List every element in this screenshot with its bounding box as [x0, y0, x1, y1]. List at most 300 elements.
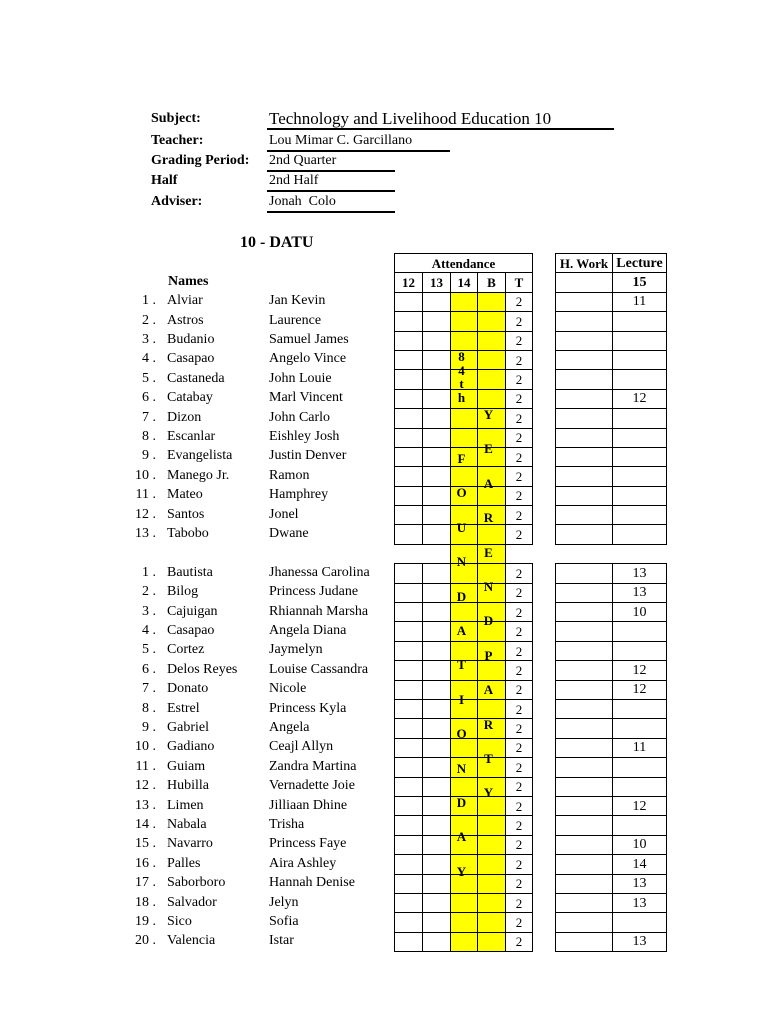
attendance-cell[interactable] [423, 622, 451, 641]
attendance-cell[interactable] [423, 661, 451, 680]
attendance-cell[interactable] [395, 622, 423, 641]
score-row [556, 855, 667, 874]
hwork-cell[interactable] [556, 699, 613, 718]
row-number: 9 . [142, 448, 156, 464]
attendance-cell[interactable] [395, 583, 423, 602]
hwork-cell[interactable] [556, 816, 613, 835]
last-name: Limen [167, 797, 204, 813]
attendance-cell[interactable] [423, 738, 451, 757]
last-name: Salvador [167, 894, 217, 910]
highlight-cell[interactable] [451, 893, 478, 912]
row-number: 3 . [142, 603, 156, 619]
total-cell[interactable]: 2 [506, 893, 533, 912]
attendance-cell[interactable] [395, 447, 423, 466]
lecture-cell[interactable]: 12 [613, 796, 667, 815]
lecture-cell[interactable]: 12 [613, 389, 667, 408]
first-name: Marl Vincent [269, 390, 343, 406]
hwork-cell[interactable] [556, 506, 613, 525]
attendance-cell[interactable] [395, 525, 423, 544]
last-name: Guiam [167, 758, 206, 774]
last-name: Hubilla [167, 778, 209, 794]
first-name: John Louie [269, 370, 332, 386]
grading-period-value: 2nd Quarter [269, 153, 337, 168]
total-cell[interactable]: 2 [506, 603, 533, 622]
total-cell[interactable]: 2 [506, 525, 533, 544]
lecture-cell[interactable] [613, 467, 667, 486]
lecture-cell[interactable]: 12 [613, 680, 667, 699]
hwork-cell[interactable] [556, 641, 613, 660]
attendance-cell[interactable] [423, 331, 451, 350]
attendance-row [395, 312, 533, 331]
attendance-cell[interactable] [423, 699, 451, 718]
row-number: 1 . [142, 293, 156, 309]
last-name: Cortez [167, 642, 205, 658]
total-cell[interactable]: 2 [506, 292, 533, 311]
lecture-cell[interactable]: 11 [613, 738, 667, 757]
hwork-cell[interactable] [556, 738, 613, 757]
lecture-cell[interactable] [613, 312, 667, 331]
hwork-cell[interactable] [556, 932, 613, 951]
total-cell[interactable]: 2 [506, 409, 533, 428]
total-cell[interactable]: 2 [506, 312, 533, 331]
last-name: Tabobo [167, 526, 209, 541]
highlight-cell[interactable] [451, 292, 478, 311]
row-number: 8 . [142, 700, 156, 716]
attendance-cell[interactable] [395, 389, 423, 408]
last-name: Casapao [167, 351, 215, 367]
score-row [556, 447, 667, 466]
attendance-cell[interactable] [395, 816, 423, 835]
hwork-cell[interactable] [556, 661, 613, 680]
row-number: 13 . [135, 797, 156, 813]
first-name: Eishley Josh [269, 429, 340, 444]
total-cell[interactable]: 2 [506, 699, 533, 718]
row-number: 1 . [142, 564, 156, 580]
attendance-cell[interactable] [395, 855, 423, 874]
attendance-cell[interactable] [395, 932, 423, 951]
hwork-cell[interactable] [556, 855, 613, 874]
lecture-cell[interactable] [613, 622, 667, 641]
score-row [556, 467, 667, 486]
total-cell[interactable]: 2 [506, 622, 533, 641]
lecture-cell[interactable]: 13 [613, 893, 667, 912]
vertical-letter: U [456, 519, 467, 535]
hwork-cell[interactable] [556, 409, 613, 428]
lecture-cell[interactable]: 13 [613, 932, 667, 951]
attendance-cell[interactable] [423, 370, 451, 389]
teacher-underline [267, 150, 450, 152]
lecture-cell[interactable] [613, 370, 667, 389]
attendance-cell[interactable] [395, 486, 423, 505]
hwork-cell[interactable] [556, 603, 613, 622]
teacher-label: Teacher: [151, 133, 204, 148]
hwork-header: H. Work [556, 254, 613, 273]
vertical-letter: A [483, 475, 494, 491]
score-row [556, 350, 667, 369]
hwork-cell[interactable] [556, 331, 613, 350]
total-cell[interactable]: 2 [506, 758, 533, 777]
hwork-cell[interactable] [556, 777, 613, 796]
total-cell[interactable]: 2 [506, 874, 533, 893]
total-cell[interactable]: 2 [506, 816, 533, 835]
hwork-cell[interactable] [556, 796, 613, 815]
score-row [556, 603, 667, 622]
total-cell[interactable]: 2 [506, 428, 533, 447]
highlight-cell[interactable] [478, 932, 506, 951]
score-row [556, 564, 667, 583]
lecture-cell[interactable]: 10 [613, 835, 667, 854]
row-number: 20 . [135, 933, 156, 949]
vertical-letter: E [484, 441, 493, 457]
attendance-cell[interactable] [395, 428, 423, 447]
last-name: Bautista [167, 564, 213, 580]
first-name: Jaymelyn [269, 642, 323, 658]
first-name: Zandra Martina [269, 758, 357, 774]
hwork-cell[interactable] [556, 447, 613, 466]
last-name: Dizon [167, 409, 202, 425]
total-cell[interactable]: 2 [506, 447, 533, 466]
total-cell[interactable]: 2 [506, 913, 533, 932]
teacher-value: Lou Mimar C. Garcillano [269, 133, 413, 148]
hwork-cell[interactable] [556, 893, 613, 912]
attendance-row [395, 428, 533, 447]
first-name: Ceajl Allyn [269, 739, 334, 755]
attendance-cell[interactable] [423, 312, 451, 331]
hwork-cell[interactable] [556, 312, 613, 331]
attendance-cell[interactable] [423, 428, 451, 447]
row-number: 9 . [142, 720, 156, 735]
attendance-row [395, 467, 533, 486]
attendance-cell[interactable] [423, 932, 451, 951]
total-cell[interactable]: 2 [506, 467, 533, 486]
lecture-cell[interactable] [613, 758, 667, 777]
total-cell[interactable]: 2 [506, 389, 533, 408]
attendance-cell[interactable] [395, 680, 423, 699]
lecture-cell[interactable] [613, 331, 667, 350]
total-cell[interactable]: 2 [506, 738, 533, 757]
highlight-cell[interactable] [451, 467, 478, 486]
hwork-cell[interactable] [556, 292, 613, 311]
highlight-cell[interactable] [478, 835, 506, 854]
vertical-letter: Y [456, 863, 467, 879]
attendance-col-header: 14 [451, 273, 478, 292]
attendance-cell[interactable] [395, 874, 423, 893]
total-cell[interactable]: 2 [506, 370, 533, 389]
subject-label: Subject: [151, 111, 201, 126]
last-name: Castaneda [167, 370, 225, 386]
hwork-cell[interactable] [556, 525, 613, 544]
lecture-cell[interactable] [613, 525, 667, 544]
score-row [556, 486, 667, 505]
last-name: Gabriel [167, 720, 209, 735]
first-name: Jonel [269, 506, 299, 522]
lecture-cell[interactable]: 13 [613, 564, 667, 583]
score-row [556, 622, 667, 641]
attendance-cell[interactable] [423, 874, 451, 893]
attendance-cell[interactable] [423, 796, 451, 815]
vertical-letter: 4 [458, 362, 465, 378]
lecture-cell[interactable] [613, 699, 667, 718]
attendance-cell[interactable] [423, 816, 451, 835]
lecture-cell[interactable]: 12 [613, 661, 667, 680]
total-cell[interactable]: 2 [506, 719, 533, 738]
attendance-cell[interactable] [395, 835, 423, 854]
score-row [556, 777, 667, 796]
attendance-cell[interactable] [395, 312, 423, 331]
vertical-letter: N [483, 579, 494, 594]
last-name: Evangelista [167, 448, 233, 464]
attendance-cell[interactable] [423, 855, 451, 874]
attendance-cell[interactable] [423, 758, 451, 777]
highlight-cell[interactable] [478, 893, 506, 912]
attendance-cell[interactable] [395, 331, 423, 350]
attendance-cell[interactable] [423, 467, 451, 486]
lecture-cell[interactable] [613, 913, 667, 932]
last-name: Mateo [167, 487, 203, 503]
lecture-cell[interactable] [613, 428, 667, 447]
attendance-cell[interactable] [395, 564, 423, 583]
last-name: Saborboro [167, 875, 226, 891]
highlight-cell[interactable] [478, 370, 506, 389]
hwork-cell[interactable] [556, 835, 613, 854]
last-name: Gadiano [167, 739, 215, 755]
attendance-cell[interactable] [423, 292, 451, 311]
highlight-cell[interactable] [478, 312, 506, 331]
total-cell[interactable]: 2 [506, 564, 533, 583]
hwork-cell[interactable] [556, 758, 613, 777]
hwork-cell[interactable] [556, 622, 613, 641]
attendance-row [395, 893, 533, 912]
row-number: 6 . [142, 390, 156, 406]
attendance-cell[interactable] [395, 893, 423, 912]
highlight-cell[interactable] [478, 292, 506, 311]
total-cell[interactable]: 2 [506, 855, 533, 874]
total-cell[interactable]: 2 [506, 486, 533, 505]
lecture-cell[interactable] [613, 350, 667, 369]
score-row [556, 874, 667, 893]
highlight-cell[interactable] [478, 350, 506, 369]
total-cell[interactable]: 2 [506, 506, 533, 525]
attendance-cell[interactable] [423, 913, 451, 932]
attendance-cell[interactable] [423, 350, 451, 369]
score-row [556, 893, 667, 912]
attendance-cell[interactable] [423, 893, 451, 912]
attendance-row [395, 603, 533, 622]
first-name: Hamphrey [269, 487, 329, 503]
lecture-cell[interactable] [613, 719, 667, 738]
attendance-cell[interactable] [395, 292, 423, 311]
hwork-cell[interactable] [556, 719, 613, 738]
vertical-letter: h [457, 389, 466, 405]
total-cell[interactable]: 2 [506, 932, 533, 951]
attendance-cell[interactable] [423, 719, 451, 738]
adviser-value: Jonah Colo [269, 194, 336, 209]
highlight-cell[interactable] [451, 913, 478, 932]
total-cell[interactable]: 2 [506, 796, 533, 815]
lecture-cell[interactable] [613, 641, 667, 660]
attendance-row [395, 409, 533, 428]
highlight-cell[interactable] [451, 312, 478, 331]
hwork-cell[interactable] [556, 913, 613, 932]
hwork-cell[interactable] [556, 467, 613, 486]
attendance-cell[interactable] [423, 389, 451, 408]
attendance-cell[interactable] [395, 603, 423, 622]
first-name: Jan Kevin [269, 293, 326, 309]
attendance-cell[interactable] [423, 564, 451, 583]
row-number: 16 . [135, 855, 156, 871]
score-row [556, 525, 667, 544]
total-cell[interactable]: 2 [506, 661, 533, 680]
highlight-cell[interactable] [451, 428, 478, 447]
names-header: Names [168, 274, 209, 289]
vertical-letter: N [456, 554, 467, 570]
lecture-cell[interactable] [613, 506, 667, 525]
attendance-cell[interactable] [395, 409, 423, 428]
row-number: 18 . [135, 894, 156, 910]
hwork-cell[interactable] [556, 389, 613, 408]
total-cell[interactable]: 2 [506, 583, 533, 602]
score-row [556, 331, 667, 350]
lecture-cell[interactable] [613, 409, 667, 428]
attendance-cell[interactable] [395, 699, 423, 718]
attendance-cell[interactable] [423, 506, 451, 525]
vertical-letter: E [484, 544, 493, 560]
attendance-cell[interactable] [395, 370, 423, 389]
attendance-cell[interactable] [423, 583, 451, 602]
attendance-cell[interactable] [395, 777, 423, 796]
lecture-cell[interactable]: 13 [613, 874, 667, 893]
first-name: Istar [269, 933, 294, 949]
last-name: Bilog [167, 584, 199, 600]
first-name: Angela [269, 720, 310, 735]
total-cell[interactable]: 2 [506, 680, 533, 699]
lecture-cell[interactable]: 13 [613, 583, 667, 602]
lecture-cell[interactable]: 14 [613, 855, 667, 874]
attendance-cell[interactable] [395, 661, 423, 680]
vertical-letter: A [456, 829, 467, 845]
attendance-cell[interactable] [423, 777, 451, 796]
highlight-cell[interactable] [478, 913, 506, 932]
last-name: Astros [167, 312, 204, 328]
first-name: Trisha [269, 817, 305, 832]
attendance-col-header: B [478, 273, 506, 292]
attendance-cell[interactable] [395, 913, 423, 932]
first-name: Princess Kyla [269, 700, 347, 716]
attendance-cell[interactable] [423, 447, 451, 466]
attendance-cell[interactable] [395, 738, 423, 757]
highlight-cell[interactable] [451, 409, 478, 428]
attendance-cell[interactable] [395, 641, 423, 660]
highlight-cell[interactable] [478, 525, 506, 544]
highlight-cell[interactable] [451, 603, 478, 622]
highlight-cell[interactable] [478, 816, 506, 835]
hwork-cell[interactable] [556, 583, 613, 602]
first-name: Samuel James [269, 332, 349, 347]
row-number: 10 . [135, 467, 156, 483]
last-name: Estrel [167, 700, 200, 716]
attendance-cell[interactable] [423, 680, 451, 699]
vertical-letter: N [456, 760, 467, 776]
attendance-cell[interactable] [395, 719, 423, 738]
total-cell[interactable]: 2 [506, 331, 533, 350]
adviser-underline [267, 211, 395, 213]
attendance-cell[interactable] [395, 506, 423, 525]
hwork-cell[interactable] [556, 370, 613, 389]
attendance-cell[interactable] [395, 467, 423, 486]
highlight-cell[interactable] [478, 874, 506, 893]
vertical-letter: R [483, 510, 494, 526]
attendance-cell[interactable] [423, 641, 451, 660]
first-name: Nicole [269, 681, 307, 697]
vertical-letter: 8 [458, 349, 465, 364]
attendance-cell[interactable] [395, 350, 423, 369]
attendance-cell[interactable] [395, 758, 423, 777]
vertical-letter: A [456, 623, 467, 638]
row-number: 14 . [135, 817, 156, 832]
hwork-cell[interactable] [556, 680, 613, 699]
total-cell[interactable]: 2 [506, 835, 533, 854]
total-cell[interactable]: 2 [506, 641, 533, 660]
total-cell[interactable]: 2 [506, 350, 533, 369]
hwork-cell[interactable] [556, 428, 613, 447]
highlight-cell[interactable] [478, 389, 506, 408]
attendance-cell[interactable] [395, 796, 423, 815]
last-name: Nabala [167, 817, 207, 832]
attendance-row [395, 913, 533, 932]
gap-cell [506, 544, 533, 563]
lecture-cell[interactable]: 11 [613, 292, 667, 311]
highlight-cell[interactable] [451, 331, 478, 350]
first-name: Princess Judane [269, 584, 359, 600]
first-name: Hannah Denise [269, 875, 355, 891]
total-cell[interactable]: 2 [506, 777, 533, 796]
lecture-cell[interactable]: 10 [613, 603, 667, 622]
half-value: 2nd Half [269, 173, 319, 188]
attendance-cell[interactable] [423, 486, 451, 505]
highlight-cell[interactable] [478, 855, 506, 874]
highlight-cell[interactable] [451, 932, 478, 951]
row-number: 2 . [142, 584, 156, 600]
highlight-cell[interactable] [451, 777, 478, 796]
lecture-cell[interactable] [613, 777, 667, 796]
hwork-cell[interactable] [556, 874, 613, 893]
subject-value: Technology and Livelihood Education 10 [269, 109, 552, 128]
attendance-cell[interactable] [423, 525, 451, 544]
last-name: Casapao [167, 623, 215, 638]
attendance-cell[interactable] [423, 835, 451, 854]
attendance-row [395, 331, 533, 350]
gap-cell [395, 544, 423, 563]
hwork-max-cell [556, 273, 613, 292]
attendance-cell[interactable] [423, 409, 451, 428]
gap-cell [556, 544, 613, 563]
highlight-cell[interactable] [478, 331, 506, 350]
lecture-cell[interactable] [613, 447, 667, 466]
hwork-cell[interactable] [556, 486, 613, 505]
lecture-cell[interactable] [613, 486, 667, 505]
score-row [556, 641, 667, 660]
vertical-letter: A [483, 682, 494, 698]
lecture-cell[interactable] [613, 816, 667, 835]
last-name: Cajuigan [167, 603, 218, 619]
lecture-header: Lecture [613, 254, 667, 273]
row-number: 4 . [142, 351, 156, 367]
attendance-cell[interactable] [423, 603, 451, 622]
hwork-cell[interactable] [556, 564, 613, 583]
row-number: 8 . [142, 429, 156, 444]
hwork-cell[interactable] [556, 350, 613, 369]
first-name: Jelyn [269, 894, 299, 910]
